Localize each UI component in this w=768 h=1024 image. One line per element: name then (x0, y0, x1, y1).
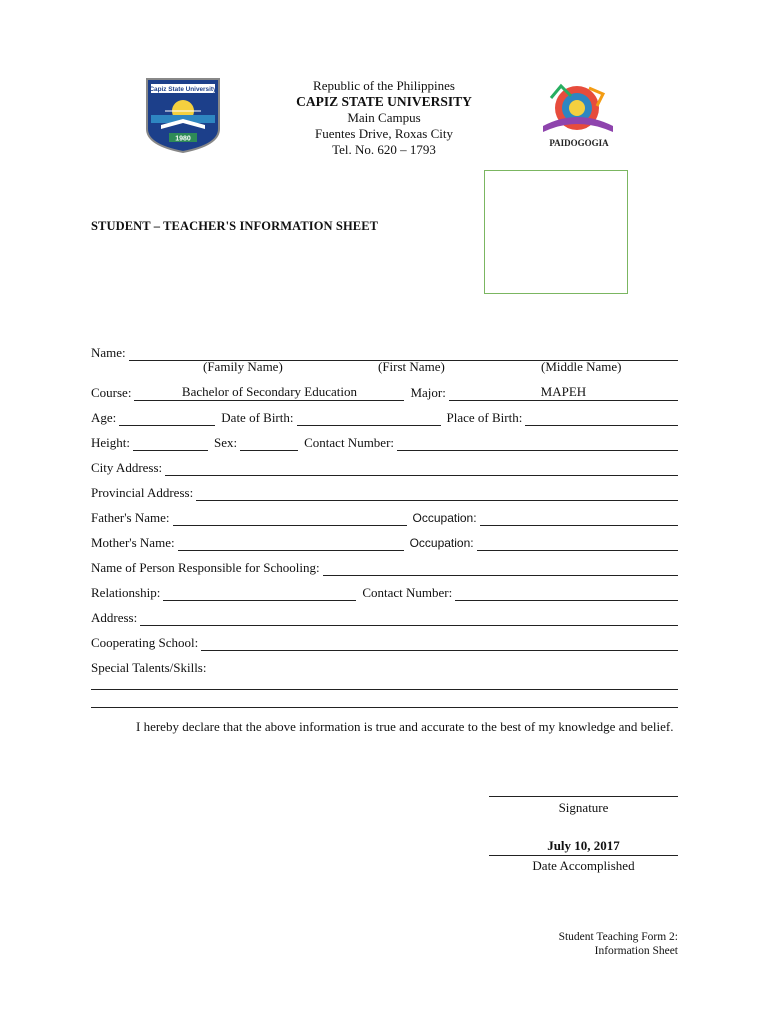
sex-field[interactable] (240, 435, 298, 451)
footer-form-name: Information Sheet (594, 945, 678, 957)
special-talents-line-1[interactable] (91, 689, 678, 690)
address-label: Address: (91, 610, 138, 625)
father-occupation-label: Occupation: (412, 511, 477, 525)
place-of-birth-field[interactable] (525, 410, 678, 426)
footer-form-number: Student Teaching Form 2: (558, 931, 678, 943)
responsible-person-label: Name of Person Responsible for Schooling: (91, 560, 320, 575)
relationship-row (91, 583, 678, 601)
date-of-birth-field[interactable] (297, 410, 441, 426)
course-field[interactable]: Bachelor of Secondary Education (134, 385, 404, 401)
date-accomplished-value: July 10, 2017 (547, 838, 620, 853)
university-name: CAPIZ STATE UNIVERSITY (296, 94, 472, 109)
date-of-birth-label: Date of Birth: (221, 410, 294, 425)
svg-text:Capiz State University: Capiz State University (149, 86, 217, 93)
relationship-label: Relationship: (91, 585, 161, 600)
guardian-contact-number-label: Contact Number: (362, 585, 453, 600)
signature-label: Signature (558, 800, 609, 815)
name-label: Name: (91, 345, 126, 360)
city-address-row (91, 458, 678, 476)
letterhead (0, 78, 768, 158)
father-occupation-field[interactable] (480, 510, 678, 526)
city-address-label: City Address: (91, 460, 163, 475)
height-label: Height: (91, 435, 130, 450)
age-label: Age: (91, 410, 117, 425)
city-address-field[interactable] (165, 460, 678, 476)
provincial-address-label: Provincial Address: (91, 485, 194, 500)
mother-occupation-field[interactable] (477, 535, 678, 551)
family-name-caption: (Family Name) (203, 359, 283, 374)
mother-name-field[interactable] (178, 535, 404, 551)
provincial-address-field[interactable] (196, 485, 678, 501)
signature-line[interactable] (489, 796, 678, 797)
mother-row (91, 533, 678, 551)
form-footer (559, 930, 678, 958)
campus-line: Main Campus (347, 110, 421, 125)
major-label: Major: (410, 385, 446, 400)
telephone-line: Tel. No. 620 – 1793 (332, 142, 436, 157)
course-label: Course: (91, 385, 132, 400)
age-field[interactable] (119, 410, 215, 426)
father-name-label: Father's Name: (91, 510, 170, 525)
age-row (91, 408, 678, 426)
svg-text:PAIDOGOGIA: PAIDOGOGIA (549, 138, 609, 148)
declaration-text: I hereby declare that the above information is true and accurate to the best of my knowledge and belief. (136, 719, 674, 734)
republic-line: Republic of the Philippines (313, 78, 455, 93)
height-field[interactable] (133, 435, 208, 451)
special-talents-label: Special Talents/Skills: (91, 660, 207, 675)
middle-name-caption: (Middle Name) (541, 359, 622, 374)
contact-number-label: Contact Number: (304, 435, 395, 450)
place-of-birth-label: Place of Birth: (446, 410, 523, 425)
college-of-education-logo-icon (537, 78, 621, 150)
height-row (91, 433, 678, 451)
responsible-person-field[interactable] (323, 560, 678, 576)
father-name-field[interactable] (173, 510, 407, 526)
first-name-caption: (First Name) (378, 359, 445, 374)
contact-number-field[interactable] (397, 435, 678, 451)
cooperating-school-label: Cooperating School: (91, 635, 199, 650)
address-line: Fuentes Drive, Roxas City (315, 126, 453, 141)
address-row (91, 608, 678, 626)
father-row (91, 508, 678, 526)
mother-name-label: Mother's Name: (91, 535, 175, 550)
photo-box (484, 170, 628, 294)
guardian-contact-number-field[interactable] (455, 585, 678, 601)
date-accomplished-line[interactable] (489, 855, 678, 856)
cooperating-school-row (91, 633, 678, 651)
mother-occupation-label: Occupation: (409, 536, 474, 550)
major-field[interactable]: MAPEH (449, 385, 678, 401)
responsible-person-row (91, 558, 678, 576)
special-talents-row (91, 658, 678, 676)
cooperating-school-field[interactable] (201, 635, 678, 651)
provincial-address-row (91, 483, 678, 501)
sex-label: Sex: (214, 435, 238, 450)
special-talents-line-2[interactable] (91, 707, 678, 708)
form-title: STUDENT – TEACHER'S INFORMATION SHEET (91, 219, 379, 233)
course-row (91, 383, 678, 401)
svg-text:1980: 1980 (175, 135, 191, 143)
relationship-field[interactable] (163, 585, 356, 601)
date-accomplished-label: Date Accomplished (532, 858, 635, 873)
address-field[interactable] (140, 610, 678, 626)
